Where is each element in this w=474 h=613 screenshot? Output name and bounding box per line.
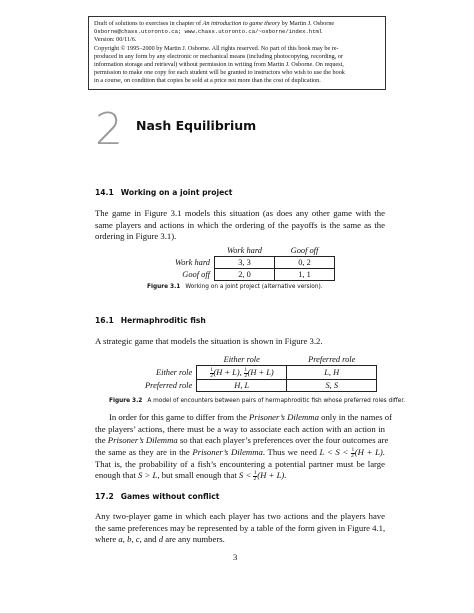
payoff-cell: 1, 1 bbox=[274, 269, 334, 281]
caption-label: Figure 3.2 bbox=[109, 398, 143, 404]
figure-caption bbox=[109, 398, 405, 404]
text-line: A strategic game that models the situation is shown in Figure 3.2. bbox=[95, 336, 323, 346]
payoff-cell: S, S bbox=[287, 380, 377, 392]
paragraph bbox=[95, 412, 393, 483]
section-number: 17.2 bbox=[95, 492, 114, 501]
fraction: $\frac{1}{2}$ bbox=[350, 446, 355, 459]
notice-line: in a course, on condition that copies be sold at a price not more than the cost of duplication. bbox=[94, 77, 321, 85]
payoff-cell: $\frac{1}{2}$ (H + L), $\frac{1}{2}$ (H + L) bbox=[197, 366, 287, 380]
chapter-number: 2 bbox=[95, 104, 123, 155]
chapter-title: Nash Equilibrium bbox=[136, 118, 257, 133]
fraction: $\frac{1}{2}$ bbox=[244, 366, 248, 379]
column-header: Goof off bbox=[290, 246, 319, 255]
section-title: Working on a joint project bbox=[120, 188, 233, 197]
payoff-cell: 3, 3 bbox=[214, 257, 274, 269]
text-line: the same preferences may be represented by a table of the form given in Figure 4.1, bbox=[95, 522, 386, 533]
paragraph bbox=[95, 336, 385, 348]
section-heading bbox=[95, 492, 219, 501]
text-line: the same as they are in the Prisoner’s Dilemma. Thus we need L < S < $\frac{1}{2}$ (H + L). bbox=[95, 446, 385, 459]
caption-label: Figure 3.1 bbox=[147, 284, 181, 290]
notice-line: permission to make one copy for each student will be granted to instructors who wish to use the book bbox=[94, 69, 345, 77]
text-line: The game in Figure 3.1 models this situation (as does any other game with the bbox=[95, 208, 385, 218]
paragraph bbox=[95, 511, 385, 546]
copyright-notice bbox=[88, 16, 386, 90]
notice-line: information storage and retrieval) without permission in writing from Martin J. Osborne. On request, bbox=[94, 61, 344, 69]
fraction: $\frac{1}{2}$ bbox=[210, 366, 213, 379]
section-title: Games without conflict bbox=[120, 492, 220, 501]
text-line: In order for this game to differ from the Prisoner’s Dilemma only in the names of bbox=[109, 412, 393, 422]
section-heading bbox=[95, 188, 232, 197]
figure-caption bbox=[147, 284, 323, 290]
paragraph bbox=[95, 208, 385, 243]
text-line: That is, the probability of a fish’s encountering a potential partner must be large bbox=[95, 458, 385, 469]
text-line: ordering in Figure 3.1). bbox=[95, 231, 177, 242]
text-line: where a, b, c, and d are any numbers. bbox=[95, 534, 225, 545]
notice-line: Osborne@chass.utoronto.ca; www.chass.utoronto.ca/~osborne/index.html bbox=[94, 28, 323, 36]
section-heading bbox=[95, 316, 206, 325]
payoff-cell: 0, 2 bbox=[274, 257, 334, 269]
section-number: 14.1 bbox=[95, 188, 114, 197]
notice-line: produced in any form by any electronic or mechanical means (including photocopying, recording, or bbox=[94, 52, 343, 60]
page-number: 3 bbox=[233, 552, 238, 562]
section-title: Hermaphroditic fish bbox=[120, 316, 206, 325]
caption-text: A model of encounters between pairs of hermaphroditic fish whose preferred roles differ. bbox=[147, 398, 406, 404]
text-line: enough that S > L, but small enough that S < $\frac{1}{2}$ (H + L). bbox=[95, 470, 287, 483]
caption-text: Working on a joint project (alternative version). bbox=[185, 284, 323, 290]
column-header: Either role bbox=[223, 355, 260, 364]
payoff-table bbox=[171, 245, 335, 281]
row-header: Work hard bbox=[175, 258, 210, 267]
payoff-table bbox=[141, 354, 377, 392]
text-line: the players’ actions, there must be a way to associate each action with an action in bbox=[95, 423, 385, 434]
notice-line: Copyright © 1995–2000 by Martin J. Osborne. All rights reserved. No part of this book may be re- bbox=[94, 44, 339, 52]
notice-line: Version: 00/11/6. bbox=[94, 36, 137, 44]
text-line: the Prisoner’s Dilemma so that each player’s preferences over the four outcomes are bbox=[95, 435, 389, 446]
row-header: Goof off bbox=[182, 270, 210, 279]
fraction: $\frac{1}{2}$ bbox=[253, 470, 257, 483]
payoff-cell: H, L bbox=[197, 380, 287, 392]
payoff-cell: 2, 0 bbox=[214, 269, 274, 281]
row-header: Either role bbox=[156, 368, 193, 377]
column-header: Preferred role bbox=[308, 355, 356, 364]
notice-line: Draft of solutions to exercises in chapter of An introduction to game theory by Martin J. Osborne bbox=[94, 20, 335, 27]
payoff-cell: L, H bbox=[287, 366, 377, 380]
row-header: Preferred role bbox=[145, 381, 193, 390]
text-line: Any two-player game in which each player has two actions and the players have bbox=[95, 511, 385, 521]
column-header: Work hard bbox=[226, 246, 262, 255]
section-number: 16.1 bbox=[95, 316, 114, 325]
text-line: same players and actions in which the ordering of the payoffs is the same as the bbox=[95, 219, 385, 230]
